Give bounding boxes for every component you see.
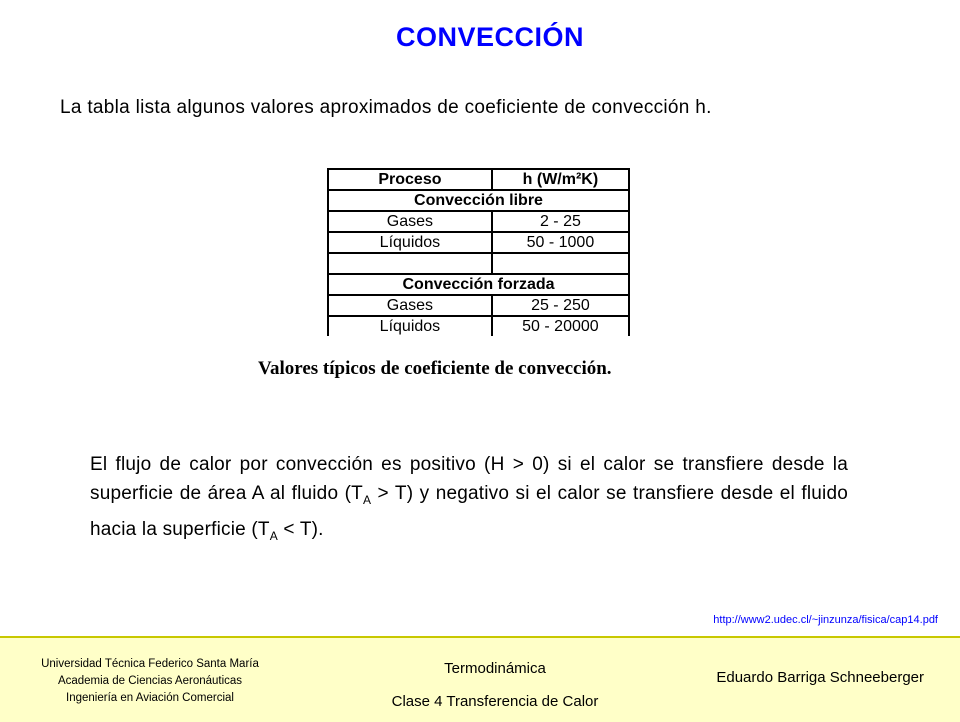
cell-h: 50 - 20000 bbox=[492, 316, 629, 336]
cell-h: 50 - 1000 bbox=[492, 232, 629, 253]
convection-paragraph: El flujo de calor por convección es positivo (H > 0) si el calor se transfiere desde la superficie de área A al fluido $(T_A > T)$ y negativo si el calor se transfiere desde el fluido hacia la superficie $(T_A < T)$. bbox=[90, 454, 848, 543]
footer-bar bbox=[0, 636, 960, 722]
section-title: Convección libre bbox=[328, 190, 629, 211]
table-row bbox=[328, 232, 629, 253]
table-row bbox=[328, 316, 629, 336]
cell-process: Gases bbox=[328, 295, 492, 316]
section-row bbox=[328, 190, 629, 211]
slide-title: CONVECCIÓN bbox=[395, 22, 584, 52]
empty-row bbox=[328, 253, 629, 274]
cell-empty bbox=[492, 253, 629, 274]
header-proceso: Proceso bbox=[328, 169, 492, 190]
cell-empty bbox=[328, 253, 492, 274]
cell-process: Gases bbox=[328, 211, 492, 232]
table-row bbox=[328, 211, 629, 232]
cell-h: 2 - 25 bbox=[492, 211, 629, 232]
section-row bbox=[328, 274, 629, 295]
cell-process: Líquidos bbox=[328, 232, 492, 253]
convection-table bbox=[327, 168, 630, 336]
footer-author: Eduardo Barriga Schneeberger bbox=[716, 669, 924, 686]
cell-process: Líquidos bbox=[328, 316, 492, 336]
intro-text: La tabla lista algunos valores aproximados de coeficiente de convección h. bbox=[60, 97, 712, 118]
table-row bbox=[328, 295, 629, 316]
header-h: h (W/m²K) bbox=[492, 169, 629, 190]
footer-institution: Universidad Técnica Federico Santa María Academia de Ciencias Aeronáuticas Ingeniería en Aviación Comercial bbox=[41, 658, 259, 704]
cell-h: 25 - 250 bbox=[492, 295, 629, 316]
table-caption: Valores típicos de coeficiente de convección. bbox=[258, 358, 612, 379]
source-link[interactable]: http://www2.udec.cl/~jinzunza/fisica/cap14.pdf bbox=[713, 614, 938, 626]
footer-course: Termodinámica Clase 4 Transferencia de Calor bbox=[391, 660, 599, 710]
table-header-row bbox=[328, 169, 629, 190]
section-title: Convección forzada bbox=[328, 274, 629, 295]
